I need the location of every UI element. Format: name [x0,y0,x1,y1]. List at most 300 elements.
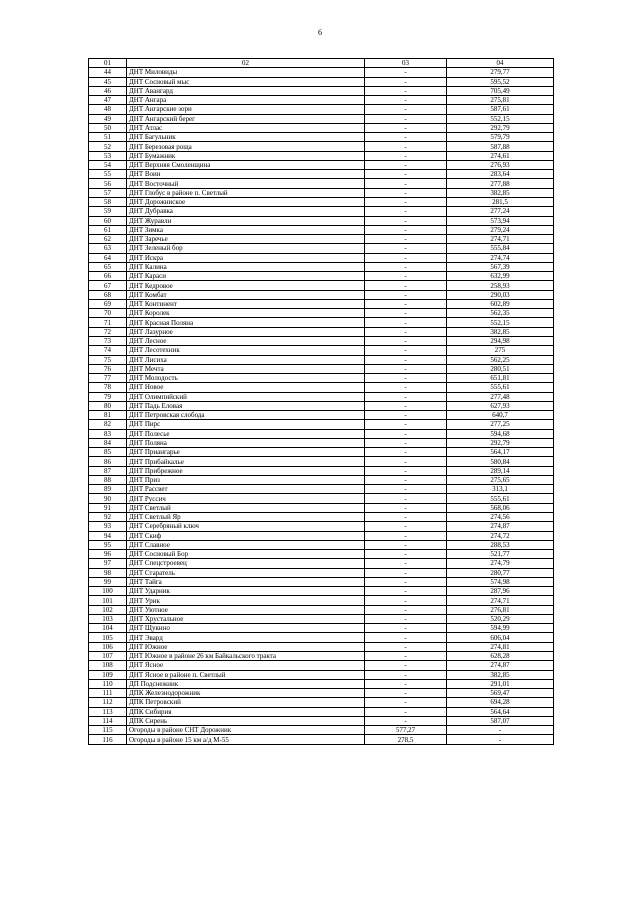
row-name: ДНТ Искра [127,253,365,262]
table-row [89,133,554,142]
row-number: 70 [89,309,127,318]
row-col-3: - [365,281,447,290]
row-col-3: - [365,633,447,642]
table-row [89,689,554,698]
table-row [89,327,554,336]
row-col-4: 290,03 [447,290,554,299]
row-col-3: - [365,420,447,429]
row-number: 86 [89,457,127,466]
row-col-4: 564,64 [447,707,554,716]
row-col-3: - [365,77,447,86]
row-name: ДНТ Молодость [127,374,365,383]
row-name: ДНТ Прибрежное [127,466,365,475]
table-row [89,670,554,679]
row-col-3: - [365,429,447,438]
table-row [89,151,554,160]
table-row [89,309,554,318]
row-name: ДНТ Ясное в районе п. Светлый [127,670,365,679]
row-number: 72 [89,327,127,336]
row-col-4: 274,56 [447,513,554,522]
row-name: ДНТ Рассвет [127,485,365,494]
row-name: ДНТ Воин [127,170,365,179]
row-number: 63 [89,244,127,253]
row-col-3: - [365,336,447,345]
row-name: ДНТ Эвард [127,633,365,642]
row-col-3: - [365,346,447,355]
row-col-4: 313,1 [447,485,554,494]
row-col-3: - [365,327,447,336]
row-number: 73 [89,336,127,345]
table-row [89,652,554,661]
row-name: ДНТ Березовая роща [127,142,365,151]
table-row [89,577,554,586]
row-number: 46 [89,86,127,95]
row-name: ДНТ Ангара [127,96,365,105]
row-number: 91 [89,503,127,512]
row-name: ДНТ Урик [127,596,365,605]
row-number: 81 [89,411,127,420]
row-col-4: 580,84 [447,457,554,466]
table-row [89,411,554,420]
table-row [89,540,554,549]
table-header-row [89,59,554,68]
table-row [89,392,554,401]
row-col-4: 602,89 [447,299,554,308]
row-name: ДНТ Ангарские зори [127,105,365,114]
row-col-4: 279,24 [447,225,554,234]
table-row [89,550,554,559]
row-col-3: - [365,392,447,401]
row-number: 76 [89,364,127,373]
table-row [89,374,554,383]
row-col-3: - [365,652,447,661]
row-name: ДНТ Заречье [127,235,365,244]
row-number: 97 [89,559,127,568]
row-number: 90 [89,494,127,503]
table-row [89,596,554,605]
data-table [88,58,554,745]
row-col-4: 552,15 [447,114,554,123]
row-col-3: - [365,531,447,540]
row-col-4: 283,64 [447,170,554,179]
row-col-3: - [365,550,447,559]
row-col-4: 274,74 [447,253,554,262]
row-number: 87 [89,466,127,475]
row-col-4: 274,79 [447,559,554,568]
row-col-3: - [365,513,447,522]
row-col-3: - [365,457,447,466]
row-name: ДНТ Сосновый мыс [127,77,365,86]
row-col-4: 587,61 [447,105,554,114]
table-row [89,726,554,735]
row-col-4: 382,85 [447,327,554,336]
row-col-3: - [365,123,447,132]
table-row [89,698,554,707]
row-name: ДНТ Олимпийский [127,392,365,401]
row-number: 67 [89,281,127,290]
row-col-3: - [365,679,447,688]
row-col-4: 562,25 [447,355,554,364]
table-row [89,559,554,568]
row-col-3: - [365,96,447,105]
table-row [89,346,554,355]
row-col-4: 276,93 [447,160,554,169]
row-col-4: 382,85 [447,670,554,679]
row-col-4: 289,14 [447,466,554,475]
row-number: 92 [89,513,127,522]
row-col-4: 562,35 [447,309,554,318]
table-row [89,485,554,494]
row-name: ДНТ Авангард [127,86,365,95]
row-name: ДНТ Полесье [127,429,365,438]
row-number: 68 [89,290,127,299]
table-row [89,197,554,206]
row-col-4: 277,25 [447,420,554,429]
row-col-3: - [365,475,447,484]
row-col-4: 274,87 [447,661,554,670]
table-row [89,420,554,429]
row-col-3: - [365,411,447,420]
row-name: ДНТ Дубравка [127,207,365,216]
row-name: ДНТ Зимка [127,225,365,234]
row-col-3: - [365,142,447,151]
row-col-4: 694,28 [447,698,554,707]
table-row [89,466,554,475]
table-row [89,531,554,540]
table-row [89,262,554,271]
table-row [89,290,554,299]
row-col-4: 258,93 [447,281,554,290]
row-col-3: - [365,207,447,216]
table-row [89,207,554,216]
table-row [89,179,554,188]
row-col-3: 278,5 [365,735,447,744]
row-name: ДНТ Спецстроевец [127,559,365,568]
row-number: 115 [89,726,127,735]
table-row [89,679,554,688]
table-row [89,86,554,95]
table-row [89,401,554,410]
row-name: ДНТ Щукино [127,624,365,633]
row-col-4: - [447,726,554,735]
row-number: 108 [89,661,127,670]
row-name: ДНТ Континент [127,299,365,308]
row-col-3: - [365,318,447,327]
row-col-4: 651,81 [447,374,554,383]
row-col-4: 292,79 [447,438,554,447]
row-number: 104 [89,624,127,633]
table-row [89,216,554,225]
row-col-3: - [365,355,447,364]
row-name: ДПК Петровский [127,698,365,707]
row-col-4: 275 [447,346,554,355]
row-col-4: 277,24 [447,207,554,216]
row-number: 106 [89,642,127,651]
row-name: ДНТ Петровская слобода [127,411,365,420]
row-name: ДНТ Миловиды [127,68,365,77]
table-row [89,244,554,253]
row-col-4: 292,79 [447,123,554,132]
table-row [89,299,554,308]
row-col-3: - [365,374,447,383]
table-row [89,105,554,114]
row-number: 80 [89,401,127,410]
row-name: ДНТ Журавли [127,216,365,225]
row-name: ДНТ Хрустальное [127,614,365,623]
row-col-4: 627,93 [447,401,554,410]
row-col-4: 274,71 [447,235,554,244]
row-number: 58 [89,197,127,206]
header-col-3: 03 [365,59,447,68]
row-col-4: 555,61 [447,383,554,392]
row-col-4: 564,17 [447,448,554,457]
row-number: 59 [89,207,127,216]
row-number: 49 [89,114,127,123]
table-row [89,160,554,169]
row-name: ДНТ Мечта [127,364,365,373]
table-row [89,77,554,86]
table-row [89,661,554,670]
row-number: 75 [89,355,127,364]
row-col-3: - [365,160,447,169]
table-row [89,448,554,457]
row-col-4: 274,87 [447,522,554,531]
row-number: 44 [89,68,127,77]
row-number: 57 [89,188,127,197]
row-number: 69 [89,299,127,308]
row-col-4: 568,06 [447,503,554,512]
row-name: ДНТ Караси [127,272,365,281]
row-col-4: 274,81 [447,642,554,651]
header-col-4: 04 [447,59,554,68]
row-number: 61 [89,225,127,234]
row-name: ДНТ Старатель [127,568,365,577]
row-col-4: 280,77 [447,568,554,577]
row-name: ДНТ Славное [127,540,365,549]
row-col-3: - [365,188,447,197]
table-row [89,123,554,132]
table-row [89,605,554,614]
row-col-3: - [365,309,447,318]
row-name: ДНТ Светлый Яр [127,513,365,522]
row-number: 65 [89,262,127,271]
row-number: 89 [89,485,127,494]
row-col-3: - [365,642,447,651]
row-col-4: 640,7 [447,411,554,420]
row-number: 103 [89,614,127,623]
row-number: 50 [89,123,127,132]
row-name: ДНТ Прибайкалье [127,457,365,466]
row-name: ДНТ Ударник [127,587,365,596]
row-number: 52 [89,142,127,151]
row-col-3: - [365,577,447,586]
row-number: 77 [89,374,127,383]
row-number: 96 [89,550,127,559]
row-number: 116 [89,735,127,744]
row-col-4: 288,53 [447,540,554,549]
row-col-3: - [365,364,447,373]
row-col-4: 275,65 [447,475,554,484]
row-number: 53 [89,151,127,160]
row-name: ДНТ Ясное [127,661,365,670]
table-row [89,68,554,77]
row-col-4: 705,49 [447,86,554,95]
row-col-4: 606,04 [447,633,554,642]
table-row [89,253,554,262]
row-col-3: - [365,438,447,447]
table-row [89,96,554,105]
row-number: 112 [89,698,127,707]
row-name: ДНТ Поляна [127,438,365,447]
row-number: 51 [89,133,127,142]
row-number: 102 [89,605,127,614]
row-col-4: 279,77 [447,68,554,77]
row-col-4: 587,88 [447,142,554,151]
header-col-2: 02 [127,59,365,68]
row-col-4: 382,85 [447,188,554,197]
row-number: 48 [89,105,127,114]
row-col-3: - [365,114,447,123]
row-number: 78 [89,383,127,392]
row-name: ДНТ Тайга [127,577,365,586]
table-row [89,568,554,577]
table-row [89,281,554,290]
row-number: 45 [89,77,127,86]
row-name: ДНТ Южное в районе 26 км Байкальского тракта [127,652,365,661]
row-col-4: 594,68 [447,429,554,438]
table-row [89,364,554,373]
row-name: ДНТ Атлас [127,123,365,132]
row-col-4: 632,99 [447,272,554,281]
row-col-3: - [365,522,447,531]
table-row [89,336,554,345]
row-col-3: - [365,707,447,716]
row-number: 71 [89,318,127,327]
row-col-3: - [365,225,447,234]
table-row [89,225,554,234]
row-name: ДНТ Руссич [127,494,365,503]
row-col-4: 274,72 [447,531,554,540]
row-number: 95 [89,540,127,549]
row-col-3: - [365,605,447,614]
row-col-3: - [365,170,447,179]
table-row [89,429,554,438]
row-name: ДНТ Багульник [127,133,365,142]
row-number: 107 [89,652,127,661]
row-name: ДПК Сибирия [127,707,365,716]
row-col-3: - [365,466,447,475]
row-col-3: - [365,235,447,244]
row-number: 111 [89,689,127,698]
table-row [89,355,554,364]
row-number: 88 [89,475,127,484]
row-col-3: - [365,151,447,160]
row-col-3: - [365,272,447,281]
table-row [89,614,554,623]
row-number: 82 [89,420,127,429]
table-row [89,170,554,179]
row-number: 84 [89,438,127,447]
row-col-4: 520,29 [447,614,554,623]
row-col-3: - [365,587,447,596]
row-col-3: - [365,383,447,392]
row-name: ДНТ Ангарский берег [127,114,365,123]
row-col-4: 555,61 [447,494,554,503]
row-col-3: - [365,540,447,549]
row-name: ДПК Железнодорожник [127,689,365,698]
row-col-3: - [365,401,447,410]
row-name: Огороды в районе 15 км а/д М-55 [127,735,365,744]
row-col-4: 291,01 [447,679,554,688]
row-number: 54 [89,160,127,169]
table-row [89,633,554,642]
row-col-4: 569,47 [447,689,554,698]
row-name: ДНТ Калина [127,262,365,271]
row-col-4: 275,81 [447,96,554,105]
table-row [89,624,554,633]
table-row [89,513,554,522]
table-row [89,503,554,512]
row-col-4: 587,07 [447,716,554,725]
row-name: ДНТ Восточный [127,179,365,188]
row-col-4: 277,48 [447,392,554,401]
row-col-3: - [365,568,447,577]
row-name: ДНТ Бумажник [127,151,365,160]
row-number: 85 [89,448,127,457]
row-number: 56 [89,179,127,188]
row-number: 99 [89,577,127,586]
row-col-4: 555,84 [447,244,554,253]
row-number: 66 [89,272,127,281]
row-number: 64 [89,253,127,262]
row-col-3: - [365,299,447,308]
row-name: Огороды в районе СНТ Дорожник [127,726,365,735]
table-row [89,383,554,392]
table-row [89,642,554,651]
row-col-3: - [365,197,447,206]
row-col-4: 294,98 [447,336,554,345]
row-col-3: - [365,86,447,95]
row-name: ДНТ Новое [127,383,365,392]
row-col-3: - [365,133,447,142]
row-col-3: - [365,494,447,503]
row-col-4: 595,52 [447,77,554,86]
row-col-3: - [365,559,447,568]
table-row [89,522,554,531]
table-row [89,707,554,716]
table-row [89,438,554,447]
row-number: 105 [89,633,127,642]
row-number: 98 [89,568,127,577]
row-col-3: - [365,448,447,457]
row-name: ДНТ Серебряный ключ [127,522,365,531]
row-col-4: 552,15 [447,318,554,327]
row-col-3: - [365,689,447,698]
row-number: 94 [89,531,127,540]
row-number: 113 [89,707,127,716]
row-col-4: 287,96 [447,587,554,596]
row-name: ДНТ Лесное [127,336,365,345]
row-col-3: 577,27 [365,726,447,735]
row-col-3: - [365,596,447,605]
row-number: 114 [89,716,127,725]
row-number: 79 [89,392,127,401]
row-number: 62 [89,235,127,244]
row-col-3: - [365,503,447,512]
row-col-3: - [365,624,447,633]
table-row [89,188,554,197]
page-number: 6 [318,28,322,37]
